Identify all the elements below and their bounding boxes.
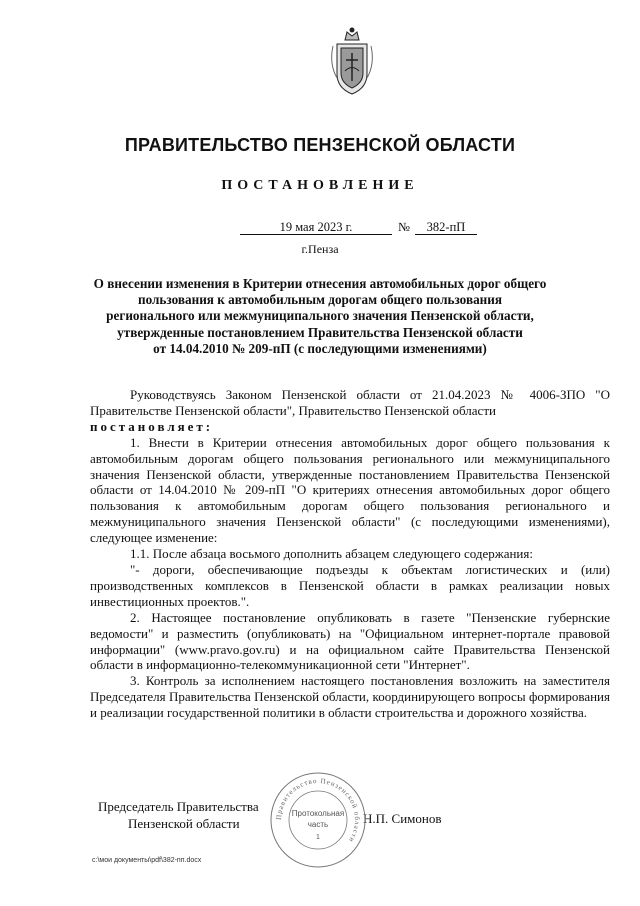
item-2-paragraph: 2. Настоящее постановление опубликовать в газете "Пензенские губернские ведомости" и разместить (опубликовать) на "Официальном интернет-портале правовой информации" (www.pravo.gov.ru) и на официальном сайте Правительства Пензенской области в информационно-телекоммуникационной сети "Интернет". — [90, 609, 610, 673]
subject-line: О внесении изменения в Критерии отнесения автомобильных дорог общего — [93, 276, 547, 291]
position-line-2: Пензенской области — [128, 816, 240, 831]
signatory-name: Н.П. Симонов — [363, 811, 442, 826]
item-1-1-paragraph: 1.1. После абзаца восьмого дополнить абзацем следующего содержания: — [130, 546, 533, 562]
subject-line: утвержденные постановлением Правительства Пензенской области — [117, 324, 523, 340]
seal-ring-text: Правительство Пензенской области — [274, 776, 362, 845]
quoted-amendment-paragraph: "- дороги, обеспечивающие подъезды к объектам логистических и (или) производственных комплексов в Пензенской области в рамках реализации новых инвестиционных проектов.". — [90, 561, 610, 609]
document-date: 19 мая 2023 г. — [240, 220, 392, 235]
seal-center-line-3: 1 — [316, 834, 320, 841]
government-title: ПРАВИТЕЛЬСТВО ПЕНЗЕНСКОЙ ОБЛАСТИ — [124, 135, 516, 155]
subject-line: от 14.04.2010 № 209-пП (с последующими изменениями) — [153, 340, 487, 356]
item-1-paragraph: 1. Внести в Критерии отнесения автомобильных дорог общего пользования к автомобильным дорогам общего пользования регионального или межмуниципального значения Пензенской области, утвержденные постановлением Правительства Пензенской области от 14.04.2010 № 209-пП "О критериях отнесения автомобильных дорог общего пользования к автомобильным дорогам общего пользования регионального и межмуниципального значения Пензенской области" (с последующими изменениями), следующее изменение: — [90, 434, 610, 546]
official-seal — [268, 770, 368, 870]
preamble-paragraph: Руководствуясь Законом Пензенской области от 21.04.2023 № 4006-ЗПО "О Правительстве Пензенской области", Правительство Пензенской области — [90, 387, 610, 418]
subject-line: пользования к автомобильным дорогам общего пользования — [138, 292, 502, 308]
file-path-footer: c:\мои документы\pdf\382-пп.docx — [92, 857, 202, 864]
document-subject — [78, 276, 562, 357]
coat-of-arms-emblem — [327, 26, 377, 96]
resolves-line — [90, 419, 610, 435]
seal-center-line-2: часть — [307, 820, 329, 829]
number-sign: № — [398, 220, 410, 234]
document-city: г.Пенза — [301, 242, 339, 256]
document-body — [90, 387, 610, 721]
seal-center-line-1: Протокольная — [291, 809, 345, 818]
document-type: ПОСТАНОВЛЕНИЕ — [221, 178, 419, 193]
signatory-position — [98, 798, 259, 832]
item-3-paragraph: 3. Контроль за исполнением настоящего постановления возложить на заместителя Председателя Правительства Пензенской области, координирующего вопросы формирования и реализации государственной политики в области строительства и дорожного хозяйства. — [90, 673, 610, 721]
document-number: 382-пП — [415, 220, 477, 235]
resolves-word: постановляет: — [90, 418, 214, 434]
position-line-1: Председатель Правительства — [98, 799, 259, 814]
subject-line: регионального или межмуниципального значения Пензенской области, — [106, 308, 534, 324]
